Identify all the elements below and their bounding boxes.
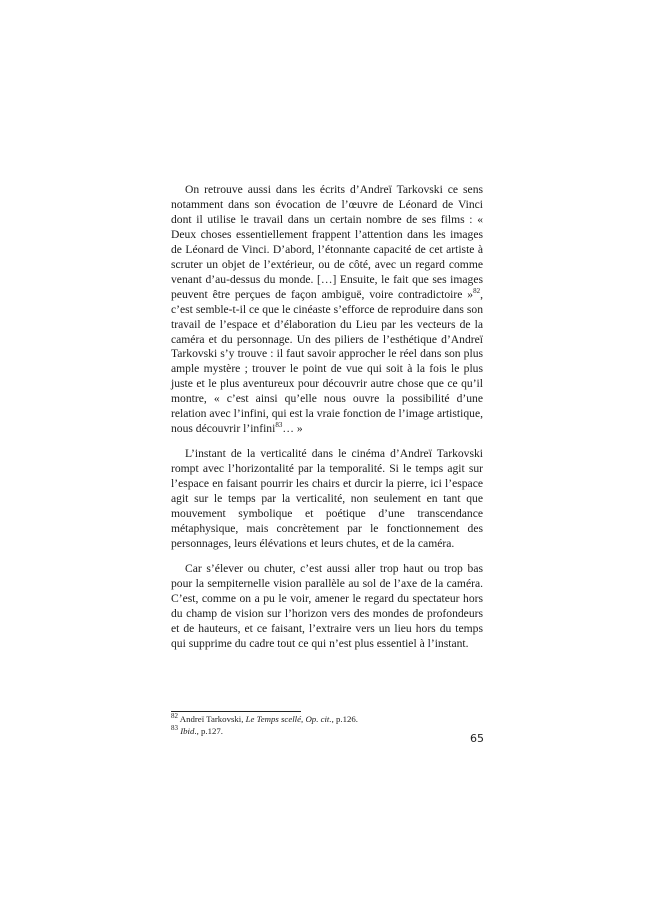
footnote-83	[171, 725, 483, 737]
paragraph-1-text-a: On retrouve aussi dans les écrits d’Andreï Tarkovski ce sens notamment dans son évocation de l’œuvre de Léonard de Vinci dont il utilise le travail dans un certain nombre de ses films : « Deux choses essentiellement frappent l’attention dans les images de Léonard de Vinci. D’abord, l’étonnante capacité de cet artiste à scruter un objet de l’extérieur, ou de côté, avec un regard comme venant d’au-dessus du monde. […] Ensuite, le fait que ses images peuvent être perçues de façon ambiguë, voire contradictoire »	[171, 183, 483, 301]
footnote-number: 82	[171, 712, 178, 721]
footnotes	[171, 713, 483, 737]
footnote-ref-82[interactable]: 82	[473, 286, 481, 295]
footnote-title: Le Temps scellé	[245, 714, 302, 724]
paragraph-1-text-b: , c’est semble-t-il ce que le cinéaste s’efforce de reproduire dans son travail de l’espace et d’élaboration du Lieu par les vecteurs de la caméra et du personnage. Un des piliers de l’esthétique d’Andreï Tarkovski s’y trouve : il faut savoir approcher le réel dans son plus ample mystère ; trouver le point de vue qui soit à la fois le plus juste et le plus aventureux pour découvrir autre chose que ce qu’il montre, « c’est ainsi qu’elle nous ouvre la possibilité d’une relation avec l’infini, qui est la vraie fonction de l’image artistique, nous découvrir l’infini	[171, 287, 483, 436]
footnote-82	[171, 713, 483, 725]
footnote-tail: , p.126.	[331, 714, 358, 724]
page-body	[171, 183, 483, 652]
paragraph-1-text-c: … »	[282, 422, 303, 436]
footnote-ref-83[interactable]: 83	[275, 421, 283, 430]
footnote-number: 83	[171, 724, 178, 733]
paragraph-2: L’instant de la verticalité dans le cinéma d’Andreï Tarkovski rompt avec l’horizontalité par la temporalité. Si le temps agit sur l’espace en faisant pourrir les chairs et durcir la pierre, ici l’espace agit sur le temps par la verticalité, non seulement en tant que mouvement symbolique et poétique d’une transcendance métaphysique, mais concrètement par le fonctionnement des personnages, leurs élévations et leurs chutes, et de la caméra.	[171, 447, 483, 550]
footnote-separator	[171, 711, 301, 712]
footnote-separator-text: ,	[301, 714, 306, 724]
footnote-ref: Op. cit.	[305, 714, 332, 724]
footnote-tail: ., p.127.	[194, 726, 223, 736]
footnote-title: Ibid	[180, 726, 195, 736]
page-number: 65	[470, 732, 484, 745]
paragraph-3: Car s’élever ou chuter, c’est aussi aller trop haut ou trop bas pour la sempiternelle vision parallèle au sol de l’axe de la caméra. C’est, comme on a pu le voir, amener le regard du spectateur hors du champ de vision sur l’horizon vers des mondes de profondeurs et de hauteurs, et ce faisant, l’extraire vers un lieu hors du temps qui supprime du cadre tout ce qui n’est plus essentiel à l’instant.	[171, 561, 483, 650]
paragraph-1	[171, 183, 483, 437]
footnote-lead: Andreï Tarkovski,	[178, 714, 246, 724]
